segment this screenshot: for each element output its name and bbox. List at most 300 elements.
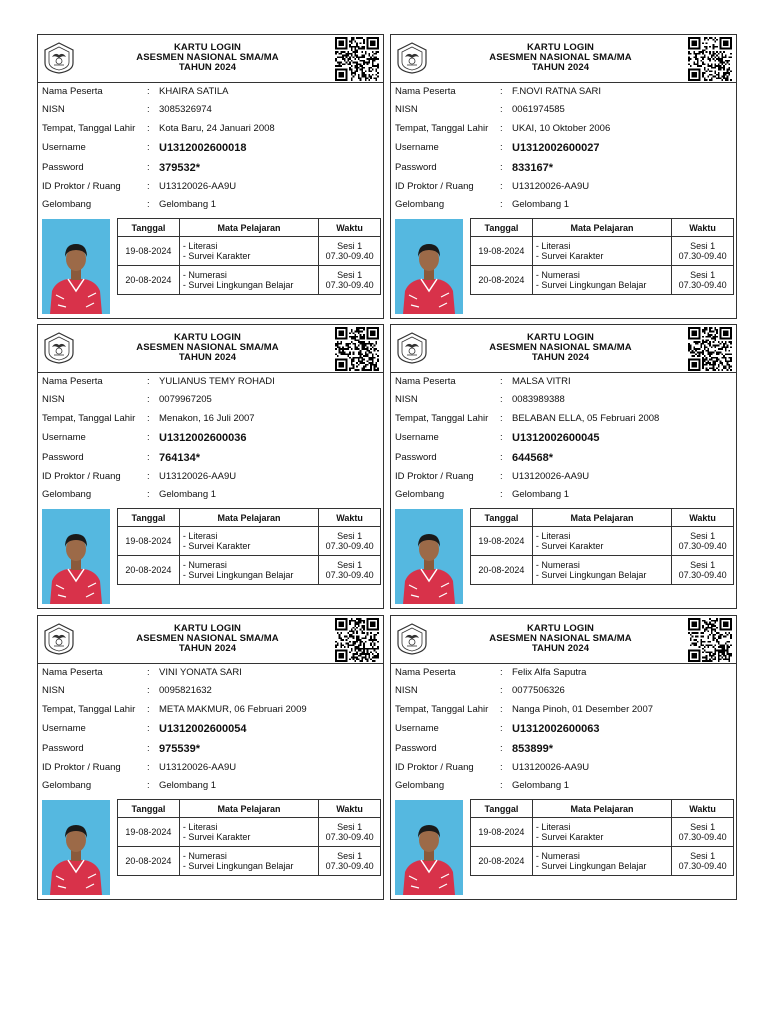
card-title-line-1: KARTU LOGIN: [526, 42, 595, 53]
row-proktor: [38, 468, 383, 486]
label-password: Password: [395, 743, 437, 754]
cell-tanggal: 20-08-2024: [471, 266, 533, 295]
cell-waktu: [672, 527, 734, 556]
row-nisn: [38, 682, 383, 700]
value-username: U1312002600054: [159, 723, 247, 735]
colon: :: [500, 432, 503, 443]
colon: :: [147, 743, 150, 754]
colon: :: [147, 142, 150, 153]
colon: :: [500, 762, 503, 773]
value-password: 644568*: [512, 452, 553, 464]
login-card-6: [390, 615, 737, 900]
label-gelombang: Gelombang: [395, 780, 445, 791]
card-title: [78, 43, 337, 73]
row-password: [38, 449, 383, 467]
header-mata-pelajaran: Mata Pelajaran: [179, 509, 318, 527]
row-username: [391, 429, 736, 447]
card-header: [38, 616, 383, 664]
value-gelombang: Gelombang 1: [159, 489, 217, 500]
cell-tanggal: 20-08-2024: [118, 556, 180, 585]
label-password: Password: [42, 452, 84, 463]
value-ttl: Menakon, 16 Juli 2007: [159, 413, 255, 424]
table-row: [471, 237, 734, 266]
row-nama: [38, 373, 383, 391]
value-gelombang: Gelombang 1: [512, 199, 570, 210]
card-title-line-2: ASESMEN NASIONAL SMA/MA: [489, 342, 632, 353]
header-waktu: Waktu: [319, 219, 381, 237]
value-password: 853899*: [512, 743, 553, 755]
colon: :: [147, 432, 150, 443]
subject-line: - Literasi: [182, 531, 218, 541]
session-time: 07.30-09.40: [678, 251, 727, 261]
label-nisn: NISN: [395, 394, 418, 405]
label-username: Username: [395, 142, 439, 153]
session-time: 07.30-09.40: [325, 541, 374, 551]
value-nisn: 0083989388: [512, 394, 565, 405]
card-title-line-2: ASESMEN NASIONAL SMA/MA: [136, 52, 279, 63]
schedule-header-row: [118, 219, 381, 237]
label-nama: Nama Peserta: [42, 667, 103, 678]
card-title-line-3: TAHUN 2024: [531, 62, 590, 73]
cell-tanggal: 19-08-2024: [118, 818, 180, 847]
label-nama: Nama Peserta: [395, 376, 456, 387]
cell-mata-pelajaran: [179, 527, 318, 556]
session-time: 07.30-09.40: [325, 570, 374, 580]
schedule-table: [470, 218, 734, 295]
session-label: Sesi 1: [337, 822, 363, 832]
label-ttl: Tempat, Tanggal Lahir: [395, 123, 489, 134]
value-ttl: Kota Baru, 24 Januari 2008: [159, 123, 275, 134]
colon: :: [147, 123, 150, 134]
label-ttl: Tempat, Tanggal Lahir: [395, 704, 489, 715]
subject-line: - Survei Lingkungan Belajar: [182, 280, 294, 290]
subject-line: - Survei Karakter: [535, 832, 604, 842]
cell-mata-pelajaran: [179, 237, 318, 266]
subject-line: - Survei Lingkungan Belajar: [182, 570, 294, 580]
session-time: 07.30-09.40: [325, 861, 374, 871]
colon: :: [147, 762, 150, 773]
session-label: Sesi 1: [690, 270, 716, 280]
colon: :: [500, 394, 503, 405]
colon: :: [147, 780, 150, 791]
header-mata-pelajaran: Mata Pelajaran: [532, 800, 671, 818]
table-row: [471, 527, 734, 556]
schedule-table: [117, 799, 381, 876]
colon: :: [147, 723, 150, 734]
session-label: Sesi 1: [337, 270, 363, 280]
label-gelombang: Gelombang: [42, 780, 92, 791]
value-ttl: UKAI, 10 Oktober 2006: [512, 123, 611, 134]
label-nama: Nama Peserta: [395, 667, 456, 678]
subject-line: - Survei Karakter: [535, 541, 604, 551]
header-tanggal: Tanggal: [118, 509, 180, 527]
colon: :: [500, 471, 503, 482]
session-time: 07.30-09.40: [678, 861, 727, 871]
card-header: [38, 325, 383, 373]
qr-code-icon: [334, 618, 380, 662]
subject-line: - Numerasi: [535, 851, 580, 861]
cell-waktu: [319, 266, 381, 295]
value-nama: VINI YONATA SARI: [159, 667, 242, 678]
session-label: Sesi 1: [337, 560, 363, 570]
row-nisn: [391, 101, 736, 119]
colon: :: [147, 376, 150, 387]
session-label: Sesi 1: [690, 822, 716, 832]
subject-line: - Survei Karakter: [182, 832, 251, 842]
participant-photo: [42, 219, 110, 314]
label-gelombang: Gelombang: [395, 199, 445, 210]
participant-photo: [42, 800, 110, 895]
value-gelombang: Gelombang 1: [159, 780, 217, 791]
label-gelombang: Gelombang: [42, 489, 92, 500]
card-title-line-1: KARTU LOGIN: [526, 623, 595, 634]
label-gelombang: Gelombang: [395, 489, 445, 500]
row-ttl: [391, 701, 736, 719]
subject-line: - Literasi: [182, 241, 218, 251]
label-nama: Nama Peserta: [42, 376, 103, 387]
card-title-line-2: ASESMEN NASIONAL SMA/MA: [489, 52, 632, 63]
cell-mata-pelajaran: [179, 556, 318, 585]
table-row: [471, 818, 734, 847]
colon: :: [147, 489, 150, 500]
row-password: [38, 740, 383, 758]
cell-mata-pelajaran: [532, 818, 671, 847]
schedule-header-row: [471, 219, 734, 237]
schedule-header-row: [118, 800, 381, 818]
cell-waktu: [319, 818, 381, 847]
card-title: [431, 624, 690, 654]
value-password: 379532*: [159, 162, 200, 174]
card-title: [78, 624, 337, 654]
value-gelombang: Gelombang 1: [159, 199, 217, 210]
schedule-table: [117, 508, 381, 585]
row-gelombang: [38, 486, 383, 504]
table-row: [118, 237, 381, 266]
session-label: Sesi 1: [337, 851, 363, 861]
tut-wuri-handayani-logo-icon: [42, 622, 76, 656]
subject-line: - Literasi: [535, 241, 571, 251]
card-title-line-3: TAHUN 2024: [178, 643, 237, 654]
row-username: [38, 429, 383, 447]
header-mata-pelajaran: Mata Pelajaran: [532, 219, 671, 237]
colon: :: [147, 413, 150, 424]
session-label: Sesi 1: [690, 241, 716, 251]
cell-mata-pelajaran: [532, 556, 671, 585]
card-title-line-3: TAHUN 2024: [178, 62, 237, 73]
participant-photo: [395, 800, 463, 895]
label-username: Username: [42, 432, 86, 443]
subject-line: - Numerasi: [535, 560, 580, 570]
card-title: [431, 43, 690, 73]
label-proktor: ID Proktor / Ruang: [42, 762, 121, 773]
session-time: 07.30-09.40: [678, 541, 727, 551]
colon: :: [500, 780, 503, 791]
label-proktor: ID Proktor / Ruang: [395, 181, 474, 192]
subject-line: - Survei Lingkungan Belajar: [535, 280, 647, 290]
subject-line: - Survei Lingkungan Belajar: [535, 861, 647, 871]
row-username: [391, 720, 736, 738]
card-title-line-3: TAHUN 2024: [178, 352, 237, 363]
colon: :: [500, 142, 503, 153]
colon: :: [500, 199, 503, 210]
qr-code-icon: [687, 327, 733, 371]
header-mata-pelajaran: Mata Pelajaran: [179, 219, 318, 237]
card-title-line-3: TAHUN 2024: [531, 643, 590, 654]
row-nama: [38, 83, 383, 101]
subject-line: - Numerasi: [182, 270, 227, 280]
cell-mata-pelajaran: [532, 847, 671, 876]
colon: :: [147, 104, 150, 115]
card-header: [38, 35, 383, 83]
value-password: 764134*: [159, 452, 200, 464]
row-ttl: [391, 120, 736, 138]
value-username: U1312002600063: [512, 723, 600, 735]
table-row: [118, 556, 381, 585]
card-title: [78, 333, 337, 363]
row-proktor: [391, 468, 736, 486]
label-ttl: Tempat, Tanggal Lahir: [42, 123, 136, 134]
label-proktor: ID Proktor / Ruang: [395, 762, 474, 773]
colon: :: [147, 685, 150, 696]
cell-tanggal: 19-08-2024: [118, 527, 180, 556]
cell-tanggal: 20-08-2024: [118, 847, 180, 876]
table-row: [471, 556, 734, 585]
header-tanggal: Tanggal: [118, 800, 180, 818]
session-label: Sesi 1: [337, 241, 363, 251]
value-proktor: U13120026-AA9U: [512, 181, 590, 192]
qr-code-icon: [334, 327, 380, 371]
session-label: Sesi 1: [337, 531, 363, 541]
cell-tanggal: 19-08-2024: [471, 527, 533, 556]
card-header: [391, 616, 736, 664]
subject-line: - Literasi: [535, 531, 571, 541]
row-proktor: [391, 178, 736, 196]
row-username: [38, 139, 383, 157]
table-row: [118, 266, 381, 295]
colon: :: [147, 86, 150, 97]
qr-code-icon: [687, 618, 733, 662]
table-row: [471, 266, 734, 295]
value-ttl: META MAKMUR, 06 Februari 2009: [159, 704, 307, 715]
cell-mata-pelajaran: [179, 266, 318, 295]
card-title-line-2: ASESMEN NASIONAL SMA/MA: [136, 342, 279, 353]
row-password: [391, 740, 736, 758]
cell-waktu: [672, 556, 734, 585]
cell-waktu: [319, 237, 381, 266]
row-gelombang: [38, 196, 383, 214]
label-nama: Nama Peserta: [395, 86, 456, 97]
subject-line: - Numerasi: [535, 270, 580, 280]
subject-line: - Survei Lingkungan Belajar: [535, 570, 647, 580]
label-ttl: Tempat, Tanggal Lahir: [395, 413, 489, 424]
qr-code-icon: [687, 37, 733, 81]
session-time: 07.30-09.40: [678, 832, 727, 842]
value-username: U1312002600018: [159, 142, 247, 154]
subject-line: - Numerasi: [182, 560, 227, 570]
subject-line: - Literasi: [535, 822, 571, 832]
cell-waktu: [672, 266, 734, 295]
session-label: Sesi 1: [690, 560, 716, 570]
label-nisn: NISN: [42, 685, 65, 696]
login-card-1: [37, 34, 384, 319]
row-username: [38, 720, 383, 738]
label-nama: Nama Peserta: [42, 86, 103, 97]
colon: :: [500, 723, 503, 734]
card-title-line-3: TAHUN 2024: [531, 352, 590, 363]
value-ttl: Nanga Pinoh, 01 Desember 2007: [512, 704, 654, 715]
row-gelombang: [391, 196, 736, 214]
row-ttl: [38, 410, 383, 428]
qr-code-icon: [334, 37, 380, 81]
subject-line: - Numerasi: [182, 851, 227, 861]
label-password: Password: [395, 162, 437, 173]
schedule-header-row: [118, 509, 381, 527]
cell-waktu: [319, 847, 381, 876]
tut-wuri-handayani-logo-icon: [395, 622, 429, 656]
row-nama: [391, 373, 736, 391]
cell-mata-pelajaran: [532, 527, 671, 556]
login-card-3: [37, 324, 384, 609]
value-nama: MALSA VITRI: [512, 376, 571, 387]
row-gelombang: [391, 777, 736, 795]
cell-tanggal: 19-08-2024: [471, 237, 533, 266]
row-nisn: [38, 391, 383, 409]
subject-line: - Survei Karakter: [535, 251, 604, 261]
login-card-5: [37, 615, 384, 900]
colon: :: [500, 704, 503, 715]
label-username: Username: [395, 723, 439, 734]
value-nama: F.NOVI RATNA SARI: [512, 86, 602, 97]
cell-waktu: [672, 237, 734, 266]
row-nama: [391, 83, 736, 101]
cell-waktu: [319, 527, 381, 556]
row-username: [391, 139, 736, 157]
colon: :: [147, 704, 150, 715]
card-title-line-1: KARTU LOGIN: [173, 42, 242, 53]
card-header: [391, 325, 736, 373]
value-password: 975539*: [159, 743, 200, 755]
colon: :: [147, 199, 150, 210]
value-gelombang: Gelombang 1: [512, 780, 570, 791]
value-nisn: 3085326974: [159, 104, 212, 115]
colon: :: [147, 394, 150, 405]
value-password: 833167*: [512, 162, 553, 174]
label-proktor: ID Proktor / Ruang: [42, 471, 121, 482]
header-mata-pelajaran: Mata Pelajaran: [532, 509, 671, 527]
colon: :: [500, 452, 503, 463]
colon: :: [147, 181, 150, 192]
colon: :: [147, 452, 150, 463]
colon: :: [500, 123, 503, 134]
colon: :: [500, 376, 503, 387]
row-nama: [391, 664, 736, 682]
subject-line: - Survei Karakter: [182, 251, 251, 261]
cell-tanggal: 20-08-2024: [471, 847, 533, 876]
schedule-table: [117, 218, 381, 295]
label-ttl: Tempat, Tanggal Lahir: [42, 413, 136, 424]
subject-line: - Survei Lingkungan Belajar: [182, 861, 294, 871]
row-nisn: [391, 682, 736, 700]
colon: :: [500, 489, 503, 500]
cell-tanggal: 20-08-2024: [471, 556, 533, 585]
row-proktor: [38, 759, 383, 777]
colon: :: [500, 181, 503, 192]
header-tanggal: Tanggal: [471, 219, 533, 237]
tut-wuri-handayani-logo-icon: [395, 331, 429, 365]
header-waktu: Waktu: [672, 509, 734, 527]
colon: :: [500, 667, 503, 678]
login-card-4: [390, 324, 737, 609]
label-nisn: NISN: [42, 104, 65, 115]
cell-tanggal: 20-08-2024: [118, 266, 180, 295]
colon: :: [500, 86, 503, 97]
table-row: [118, 847, 381, 876]
value-nisn: 0077506326: [512, 685, 565, 696]
value-username: U1312002600045: [512, 432, 600, 444]
card-title: [431, 333, 690, 363]
value-username: U1312002600027: [512, 142, 600, 154]
row-gelombang: [391, 486, 736, 504]
session-time: 07.30-09.40: [325, 280, 374, 290]
row-nisn: [391, 391, 736, 409]
session-time: 07.30-09.40: [325, 832, 374, 842]
card-header: [391, 35, 736, 83]
colon: :: [147, 471, 150, 482]
card-title-line-2: ASESMEN NASIONAL SMA/MA: [489, 633, 632, 644]
participant-photo: [395, 219, 463, 314]
row-ttl: [38, 120, 383, 138]
cell-mata-pelajaran: [532, 237, 671, 266]
header-waktu: Waktu: [672, 800, 734, 818]
tut-wuri-handayani-logo-icon: [42, 331, 76, 365]
label-ttl: Tempat, Tanggal Lahir: [42, 704, 136, 715]
value-proktor: U13120026-AA9U: [159, 762, 237, 773]
header-tanggal: Tanggal: [118, 219, 180, 237]
value-nama: YULIANUS TEMY ROHADI: [159, 376, 275, 387]
value-nisn: 0095821632: [159, 685, 212, 696]
header-tanggal: Tanggal: [471, 509, 533, 527]
table-row: [118, 527, 381, 556]
header-waktu: Waktu: [672, 219, 734, 237]
label-username: Username: [395, 432, 439, 443]
cell-waktu: [672, 818, 734, 847]
header-tanggal: Tanggal: [471, 800, 533, 818]
row-proktor: [391, 759, 736, 777]
cell-tanggal: 19-08-2024: [471, 818, 533, 847]
value-proktor: U13120026-AA9U: [512, 762, 590, 773]
label-username: Username: [42, 142, 86, 153]
card-title-line-2: ASESMEN NASIONAL SMA/MA: [136, 633, 279, 644]
cell-mata-pelajaran: [532, 266, 671, 295]
label-nisn: NISN: [395, 104, 418, 115]
value-gelombang: Gelombang 1: [512, 489, 570, 500]
row-password: [38, 159, 383, 177]
header-waktu: Waktu: [319, 800, 381, 818]
header-waktu: Waktu: [319, 509, 381, 527]
colon: :: [500, 162, 503, 173]
colon: :: [500, 685, 503, 696]
colon: :: [500, 104, 503, 115]
card-title-line-1: KARTU LOGIN: [173, 332, 242, 343]
value-ttl: BELABAN ELLA, 05 Februari 2008: [512, 413, 660, 424]
value-nisn: 0061974585: [512, 104, 565, 115]
header-mata-pelajaran: Mata Pelajaran: [179, 800, 318, 818]
label-nisn: NISN: [395, 685, 418, 696]
row-nama: [38, 664, 383, 682]
cell-mata-pelajaran: [179, 818, 318, 847]
schedule-header-row: [471, 509, 734, 527]
value-nisn: 0079967205: [159, 394, 212, 405]
